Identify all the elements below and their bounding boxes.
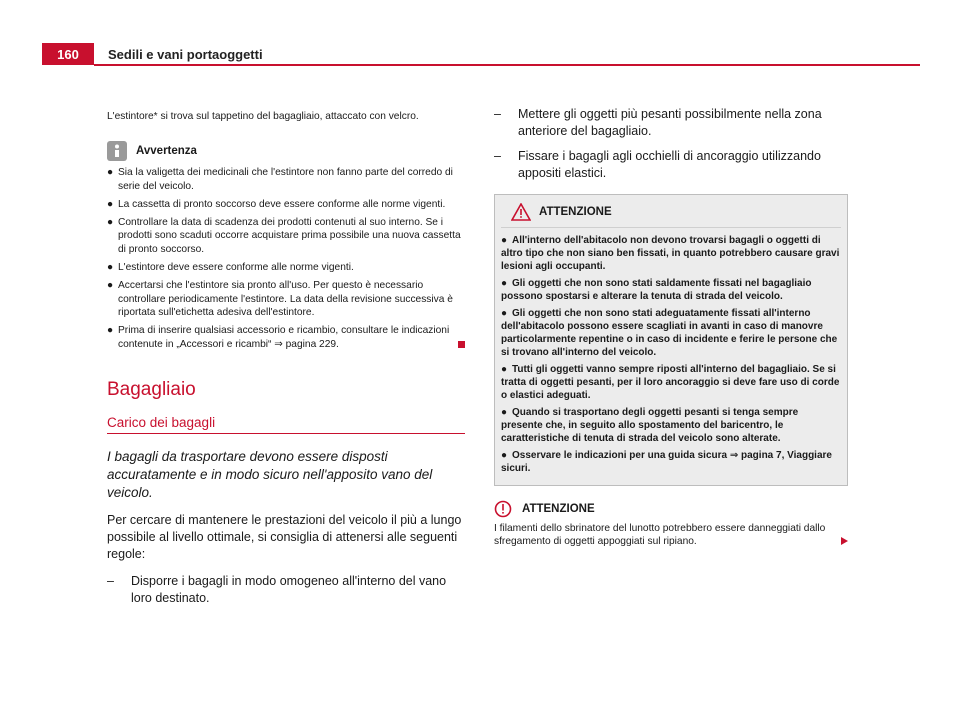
- note-bullet: ● Controllare la data di scadenza dei prodotti contenuti al suo interno. Se i prodotti sono scaduti occorre acquistare prima possibile una nuova cassetta di pronto soccorso.: [107, 217, 461, 255]
- warning-bullet: ● All'interno dell'abitacolo non devono trovarsi bagagli o oggetti di altro tipo che non siano ben fissati, in quanto potrebbero causare gravi lesioni agli occupanti.: [501, 235, 840, 272]
- dash-list-item: – Mettere gli oggetti più pesanti possibilmente nella zona anteriore del bagagliaio.: [494, 107, 822, 138]
- info-icon: [107, 141, 127, 161]
- lead-paragraph: I bagagli da trasportare devono essere disposti accuratamente e in modo sicuro nell'apposito vano del veicolo.: [107, 448, 433, 500]
- warning-bullet: ● Quando si trasportano degli oggetti pesanti si tenga sempre presente che, in seguito allo spostamento del baricentro, le caratteristiche di tenuta di strada del veicolo sono alterate.: [501, 407, 799, 444]
- warning-bullet: ● Osservare le indicazioni per una guida sicura ⇒ pagina 7, Viaggiare sicuri.: [501, 450, 832, 474]
- warning-bullet: ● Gli oggetti che non sono stati adeguatamente fissati all'interno dell'abitacolo possono essere scagliati in avanti in caso di manovre particolarmente repentine o in caso di incidente e ferire le persone che si trovano all'interno del veicolo.: [501, 308, 838, 358]
- section-title: Bagagliaio: [107, 378, 196, 400]
- right-column: [494, 106, 848, 549]
- note-header: [107, 141, 465, 161]
- page-header-title: Sedili e vani portaoggetti: [108, 47, 263, 62]
- caution-block: [494, 500, 848, 549]
- caution-text: I filamenti dello sbrinatore del lunotto potrebbero essere danneggiati dallo sfregamento di oggetti appoggiati sul ripiano.: [494, 522, 848, 549]
- body-paragraph: Per cercare di mantenere le prestazioni del veicolo il più a lungo possibile al livello ottimale, si consiglia di attenersi alle seguenti regole:: [107, 512, 462, 561]
- subsection-title: Carico dei bagagli: [107, 415, 465, 434]
- dash-list-item: – Fissare i bagagli agli occhielli di ancoraggio utilizzando appositi elastici.: [494, 149, 821, 180]
- exclamation-circle-icon: [494, 500, 512, 518]
- note-title: Avvertenza: [136, 145, 197, 158]
- note-bullet: ● La cassetta di pronto soccorso deve essere conforme alle norme vigenti.: [107, 198, 446, 210]
- warning-bullet: ● Tutti gli oggetti vanno sempre riposti all'interno del bagagliaio. Se si tratta di oggetti pesanti, per il loro ancoraggio si deve fare uso di corde o elastici adeguati.: [501, 364, 840, 401]
- warning-triangle-icon: [511, 203, 531, 221]
- continue-arrow-icon: [841, 537, 848, 545]
- header-rule: [94, 64, 920, 66]
- warning-title: ATTENZIONE: [539, 206, 612, 218]
- note-bullet: ● L'estintore deve essere conforme alle norme vigenti.: [107, 262, 354, 274]
- warning-header: [501, 201, 841, 228]
- dash-list-item: – Disporre i bagagli in modo omogeneo all'interno del vano loro destinato.: [107, 573, 447, 605]
- note-bullet: ● Prima di inserire qualsiasi accessorio e ricambio, consultare le indicazioni contenute in „Accessori e ricambi“ ⇒ pagina 229.: [107, 324, 465, 351]
- section-end-marker: [458, 341, 465, 348]
- note-bullet: ● Accertarsi che l'estintore sia pronto all'uso. Per questo è necessario controllare periodicamente l'estintore. La data della revisione successiva è riportata sull'etichetta adesiva dell'estintore.: [107, 280, 453, 318]
- left-column: [107, 110, 465, 615]
- caution-header: [494, 500, 848, 518]
- intro-text: L'estintore* si trova sul tappetino del bagagliaio, attaccato con velcro.: [107, 111, 419, 122]
- caution-title: ATTENZIONE: [522, 503, 595, 515]
- note-bullet: ● Sia la valigetta dei medicinali che l'estintore non fanno parte del corredo di serie del veicolo.: [107, 167, 453, 192]
- warning-bullet: ● Gli oggetti che non sono stati saldamente fissati nel bagagliaio possono spostarsi e alterare la tenuta di strada del veicolo.: [501, 278, 812, 302]
- warning-box: [494, 194, 848, 486]
- page-number: 160: [42, 43, 94, 65]
